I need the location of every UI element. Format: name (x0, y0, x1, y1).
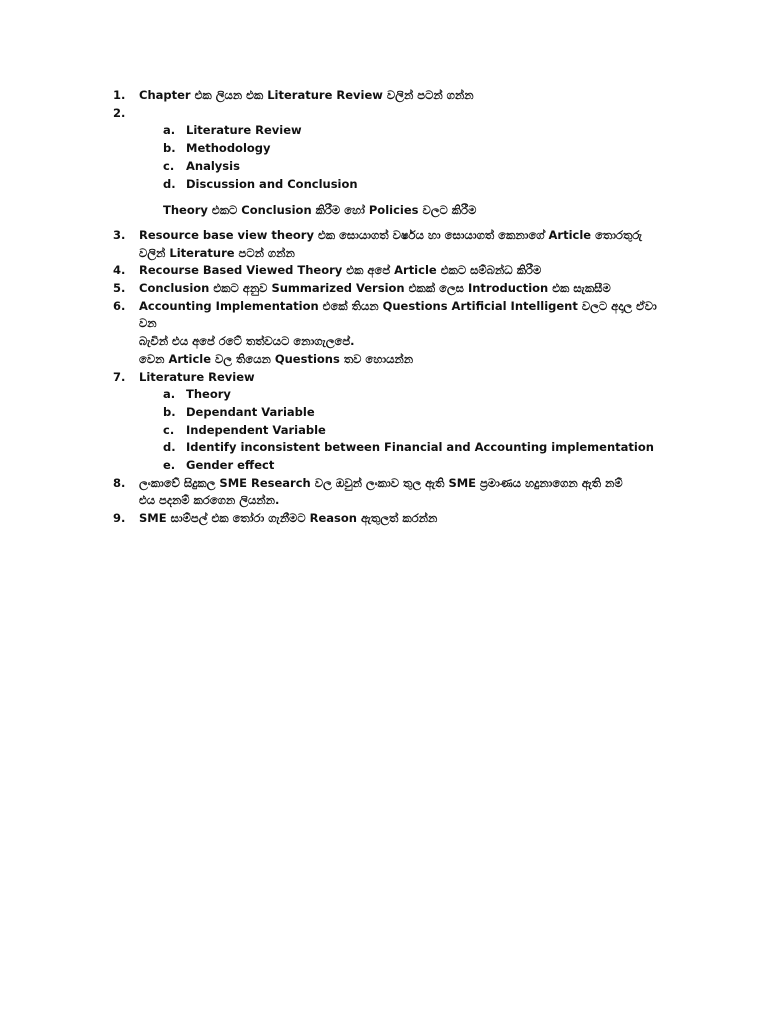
sub-item (113, 176, 658, 194)
sub-text: Analysis (186, 158, 240, 173)
sub-text: Dependant Variable (186, 404, 315, 419)
list-item-2 (113, 105, 658, 123)
list-number: 4. (113, 263, 126, 278)
list-number: 9. (113, 511, 126, 526)
list-item-text: Resource base view theory එක සොයාගත් වර්ෂය හා සොයාගත් කෙනාගේ Article තොරතුරු (139, 227, 642, 242)
sub-letter: d. (163, 176, 176, 191)
list-item-text: වලින් Literature පටන් ගන්න (139, 245, 295, 260)
sub-item (113, 422, 658, 440)
sub-letter: c. (163, 158, 175, 173)
list-number: 5. (113, 281, 126, 296)
list-item-7 (113, 369, 658, 387)
list-item-text: එය පදනම් කරගෙන ලියන්න. (139, 493, 280, 508)
list-item-3 (113, 227, 658, 262)
list-item-8 (113, 475, 658, 510)
list-item-text: Accounting Implementation එකේ තියන Questions Artificial Intelligent වලට අදාල ඒවා වන (139, 298, 657, 331)
list-item-text: Conclusion එකට අනුව Summarized Version එකක් ලෙස Introduction එක සැකසීම (139, 281, 611, 296)
sub-item (113, 140, 658, 158)
list-item-text: Recourse Based Viewed Theory එක අපේ Article එකට සම්බන්ධ කිරීම (139, 263, 542, 278)
sub-list-2 (113, 122, 658, 193)
sub-text: Literature Review (186, 123, 302, 138)
sub-text: Discussion and Conclusion (186, 176, 358, 191)
list-item-text: ලංකාවේ සිදුකල SME Research වල ඔවුන් ලංකාව තුල ඇති SME ප්‍රමාණය හදුනාගෙන ඇති නම් (139, 475, 623, 490)
list-number: 8. (113, 475, 126, 490)
sub-letter: c. (163, 422, 175, 437)
list-number: 1. (113, 88, 126, 102)
sub-text: Independent Variable (186, 422, 326, 437)
sub-letter: b. (163, 141, 176, 156)
sub-text: Identify inconsistent between Financial and Accounting implementation (186, 440, 654, 455)
list-item-text: Literature Review (139, 369, 255, 384)
sub-letter: a. (163, 387, 176, 402)
sub-item (113, 404, 658, 422)
list-item-5 (113, 280, 658, 298)
list-item-1 (113, 87, 658, 105)
sub-item (113, 439, 658, 457)
sub-letter: e. (163, 458, 176, 473)
sub-item (113, 386, 658, 404)
sub-text: Theory (186, 387, 231, 402)
numbered-list (113, 87, 658, 528)
sub-letter: d. (163, 440, 176, 455)
list-item-text (139, 105, 658, 123)
sub-item (113, 457, 658, 475)
list-item-6 (113, 298, 658, 369)
list-item-9 (113, 510, 658, 528)
list-number: 3. (113, 227, 126, 242)
list-item-text: වෙන Article වල තියෙන Questions තව හොයන්න (139, 351, 414, 366)
sub-item (113, 158, 658, 176)
list-item-4 (113, 262, 658, 280)
list-item-text: බැවින් එය අපේ රටේ තත්වයට නොගැලපේ. (139, 334, 355, 349)
list-item-text: Chapter එක ලියන එක Literature Review වලින් පටන් ගන්න (139, 88, 474, 102)
sub-item (113, 122, 658, 140)
list-number: 2. (113, 105, 126, 120)
note-paragraph: Theory එකට Conclusion කිරීම හෝ Policies වලට කිරීම (163, 203, 477, 218)
sub-letter: a. (163, 123, 176, 138)
sub-text: Gender effect (186, 458, 275, 473)
sub-letter: b. (163, 404, 176, 419)
sub-list-7 (113, 386, 658, 475)
sub-text: Methodology (186, 141, 271, 156)
list-number: 7. (113, 369, 126, 384)
list-item-text: SME සාම්පල් එක තෝරා ගැනීමට Reason ඇතුලත් කරන්න (139, 511, 438, 526)
list-number: 6. (113, 298, 126, 313)
